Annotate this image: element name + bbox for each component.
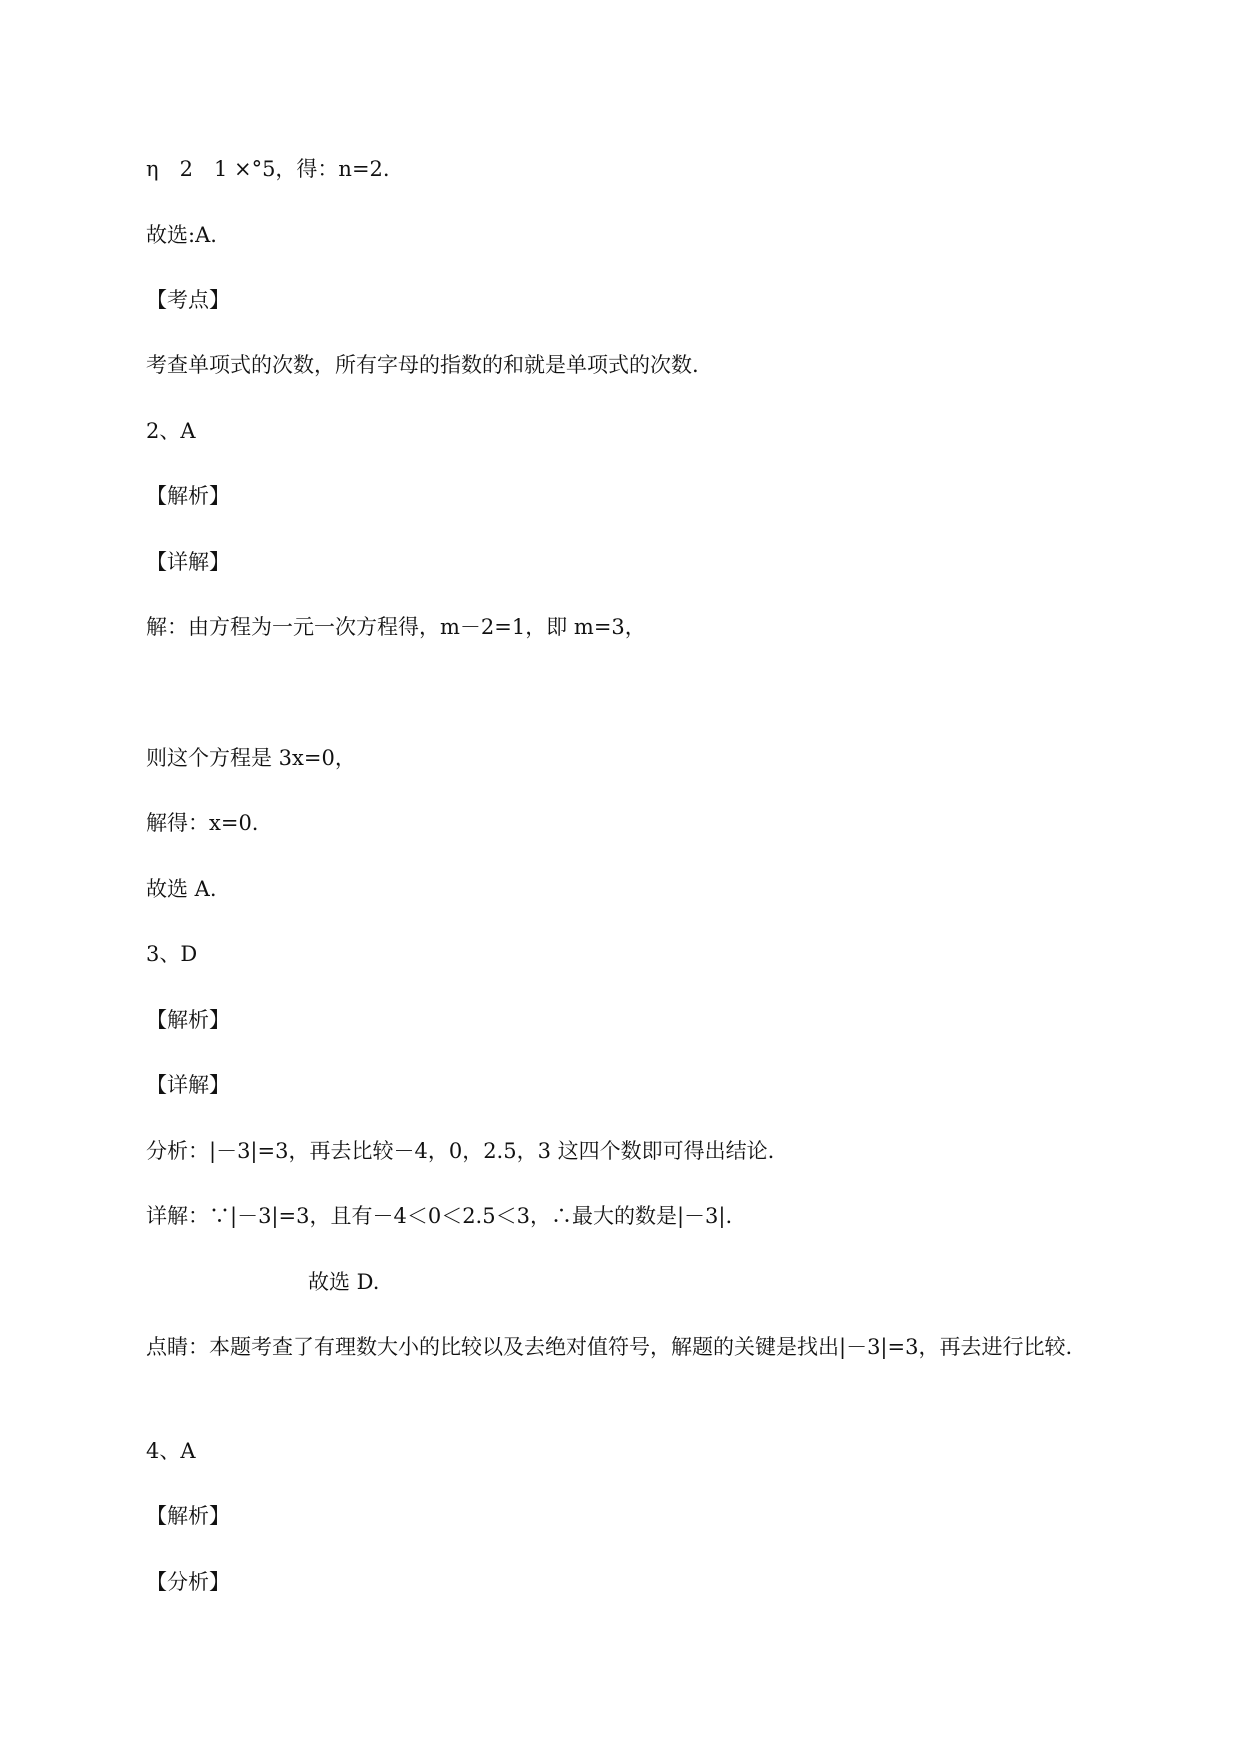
section-heading-fenxi-4: 【分析】 [146,1570,230,1594]
answer-choice-2: 故选 A. [146,877,217,901]
section-heading-jiexi-4: 【解析】 [146,1504,230,1528]
solution-line-2c: 解得：x=0. [146,811,259,835]
question-2-answer: 2、A [146,419,196,443]
section-heading-kaodian: 【考点】 [146,288,230,312]
question-3-answer: 3、D [146,942,198,966]
question-4-answer: 4、A [146,1439,196,1463]
solution-line-2b: 则这个方程是 3x=0， [146,746,356,770]
solution-line-2a: 解：由方程为一元一次方程得，m－2=1，即 m=3， [146,615,646,639]
solution-line-n: η 2 1 ×°5，得：n=2. [146,157,390,181]
analysis-text-3: 分析：|－3|=3，再去比较－4，0，2.5，3 这四个数即可得出结论. [146,1139,775,1163]
kaodian-text: 考查单项式的次数，所有字母的指数的和就是单项式的次数. [146,353,699,377]
section-heading-xiangjie-2: 【详解】 [146,550,230,574]
section-heading-jiexi-2: 【解析】 [146,484,230,508]
answer-choice-3: 故选 D. [308,1270,380,1294]
comment-text-3: 点睛：本题考查了有理数大小的比较以及去绝对值符号，解题的关键是找出|－3|=3，再去进行比较. [146,1335,1073,1359]
section-heading-xiangjie-3: 【详解】 [146,1073,230,1097]
detail-text-3: 详解：∵|－3|=3，且有－4＜0＜2.5＜3，∴最大的数是|－3|. [146,1204,733,1228]
answer-choice-1: 故选:A. [146,223,217,247]
section-heading-jiexi-3: 【解析】 [146,1008,230,1032]
